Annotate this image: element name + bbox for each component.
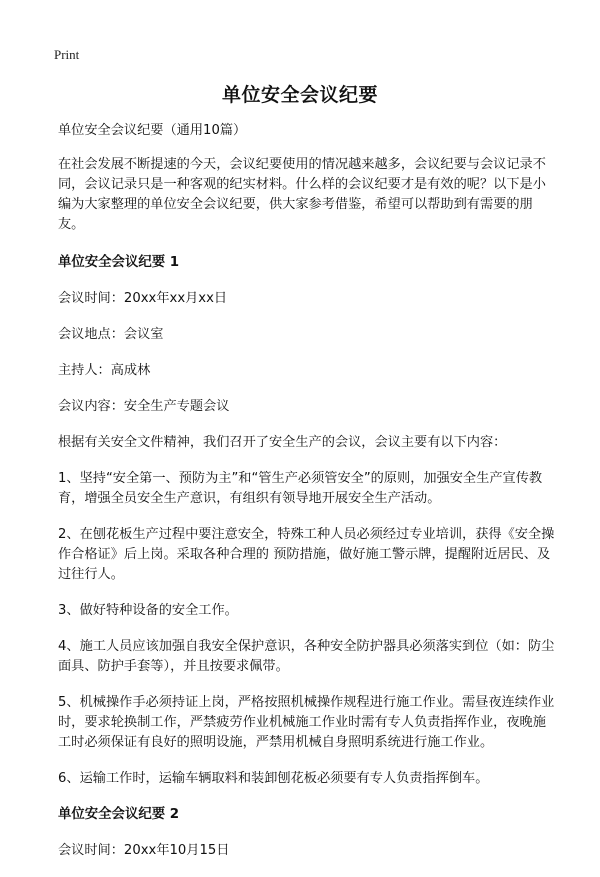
document-body — [58, 121, 558, 877]
list-item: 3、做好特种设备的安全工作。 — [58, 603, 238, 618]
meeting-host: 主持人：高成林 — [58, 363, 151, 378]
section-2-heading: 单位安全会议纪要 2 — [58, 807, 180, 822]
list-item: 5、机械操作手必须持证上岗，严格按照机械操作规程进行施工作业。需昼夜连续作业时，要求轮换制工作，严禁疲劳作业机械施工作业时需有专人负责指挥作业，夜晚施工时必须保证有良好的照明设施，严禁用机械自身照明系统进行施工作业。 — [58, 695, 555, 750]
section-1-heading: 单位安全会议纪要 1 — [58, 255, 180, 270]
document-subtitle: 单位安全会议纪要（通用10篇） — [58, 123, 247, 138]
print-link[interactable]: Print — [54, 47, 80, 62]
meeting-place: 会议地点：会议室 — [58, 327, 164, 342]
list-item: 1、坚持“安全第一、预防为主”和“管生产必须管安全”的原则，加强安全生产宣传教育，增强全员安全生产意识，有组织有领导地开展安全生产活动。 — [58, 471, 543, 506]
list-item: 4、施工人员应该加强自我安全保护意识，各种安全防护器具必须落实到位（如：防尘面具、防护手套等），并且按要求佩带。 — [58, 639, 555, 674]
meeting-time-2: 会议时间：20xx年10月15日 — [58, 843, 230, 858]
meeting-topic: 会议内容：安全生产专题会议 — [58, 399, 230, 414]
intro-paragraph: 在社会发展不断提速的今天，会议纪要使用的情况越来越多，会议纪要与会议记录不同，会议记录只是一种客观的纪实材料。什么样的会议纪要才是有效的呢？以下是小编为大家整理的单位安全会议纪要，供大家参考借鉴，希望可以帮助到有需要的朋友。 — [58, 157, 546, 232]
list-item: 6、运输工作时，运输车辆取料和装卸刨花板必须要有专人负责指挥倒车。 — [58, 771, 489, 786]
document-title: 单位安全会议纪要 — [221, 84, 378, 106]
list-item: 2、在刨花板生产过程中要注意安全，特殊工种人员必须经过专业培训，获得《安全操作合格证》后上岗。采取各种合理的 预防措施，做好施工警示牌，提醒附近居民、及过往行人。 — [58, 527, 555, 582]
meeting-lead: 根据有关安全文件精神，我们召开了安全生产的会议，会议主要有以下内容： — [58, 435, 507, 450]
meeting-time: 会议时间：20xx年xx月xx日 — [58, 291, 228, 306]
